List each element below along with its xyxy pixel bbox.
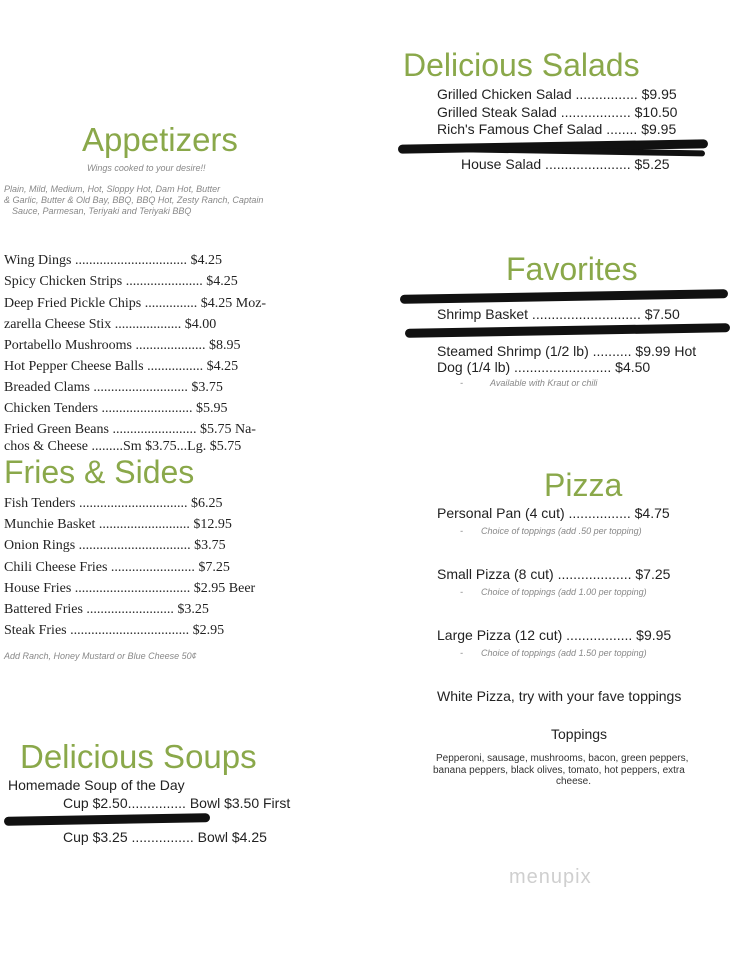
- pizza-item: Large Pizza (12 cut) ................. $9.95: [437, 627, 672, 643]
- soups-subtitle: Homemade Soup of the Day: [8, 777, 185, 793]
- fries-item: Battered Fries ......................... $3.25: [4, 602, 209, 617]
- wing-flavors-line: & Garlic, Butter & Old Bay, BBQ, BBQ Hot, Zesty Ranch, Captain: [4, 195, 264, 205]
- pizza-note: Choice of toppings (add 1.00 per topping): [481, 587, 647, 597]
- watermark-logo: menupix: [509, 866, 592, 888]
- appetizer-item: Deep Fried Pickle Chips ............... $4.25 Moz-: [4, 296, 267, 311]
- wing-flavors-line: Plain, Mild, Medium, Hot, Sloppy Hot, Dam Hot, Butter: [4, 184, 221, 194]
- favorites-note-dash: -: [460, 378, 463, 388]
- appetizer-item: Fried Green Beans ........................ $5.75 Na-: [4, 422, 256, 437]
- pizza-note-dash: -: [460, 648, 463, 658]
- appetizer-item: zarella Cheese Stix ................... $4.00: [4, 317, 217, 332]
- appetizer-item: Chicken Tenders .......................... $5.95: [4, 401, 228, 416]
- fries-item: Fish Tenders ............................... $6.25: [4, 496, 223, 511]
- soup-line: Cup $3.25 ................ Bowl $4.25: [63, 829, 267, 845]
- pizza-note-dash: -: [460, 587, 463, 597]
- appetizer-item: chos & Cheese .........Sm $3.75...Lg. $5.75: [4, 439, 242, 454]
- fries-note: Add Ranch, Honey Mustard or Blue Cheese 50¢: [4, 651, 197, 661]
- appetizer-item: Wing Dings ................................ $4.25: [4, 253, 222, 268]
- pizza-title: Pizza: [544, 467, 623, 503]
- pizza-item: Personal Pan (4 cut) ................ $4.75: [437, 505, 670, 521]
- salad-item: Grilled Chicken Salad ................ $9.95: [437, 86, 677, 102]
- favorites-title: Favorites: [506, 251, 638, 287]
- toppings-line: cheese.: [556, 776, 592, 787]
- salad-item: House Salad ...................... $5.25: [461, 156, 670, 172]
- salad-item: Rich's Famous Chef Salad ........ $9.95: [437, 121, 677, 137]
- fries-title: Fries & Sides: [4, 454, 195, 490]
- fries-item: Steak Fries .................................. $2.95: [4, 623, 225, 638]
- appetizer-item: Breaded Clams ........................... $3.75: [4, 380, 223, 395]
- soups-title: Delicious Soups: [20, 738, 257, 775]
- toppings-line: Pepperoni, sausage, mushrooms, bacon, green peppers,: [436, 753, 689, 764]
- white-pizza: White Pizza, try with your fave toppings: [437, 688, 682, 704]
- appetizer-item: Hot Pepper Cheese Balls ................ $4.25: [4, 359, 239, 374]
- favorites-note: Available with Kraut or chili: [490, 378, 598, 388]
- favorite-item: Shrimp Basket ............................ $7.50: [437, 306, 680, 322]
- pizza-item: Small Pizza (8 cut) ................... $7.25: [437, 566, 671, 582]
- wing-flavors-line: Sauce, Parmesan, Teriyaki and Teriyaki BBQ: [12, 206, 192, 216]
- favorite-item: Dog (1/4 lb) ......................... $4.50: [437, 359, 651, 375]
- favorite-item: Steamed Shrimp (1/2 lb) .......... $9.99 Hot: [437, 343, 697, 359]
- pizza-note: Choice of toppings (add 1.50 per topping): [481, 648, 647, 658]
- fries-item: House Fries ................................. $2.95 Beer: [4, 581, 256, 596]
- pizza-note: Choice of toppings (add .50 per topping): [481, 526, 642, 536]
- redaction-mark: [405, 323, 730, 338]
- redaction-mark: [4, 813, 210, 826]
- fries-item: Munchie Basket .......................... $12.95: [4, 517, 232, 532]
- soup-line: Cup $2.50............... Bowl $3.50 First: [63, 795, 291, 811]
- appetizer-item: Portabello Mushrooms .................... $8.95: [4, 338, 241, 353]
- fries-item: Chili Cheese Fries ........................ $7.25: [4, 560, 230, 575]
- appetizer-item: Spicy Chicken Strips ...................... $4.25: [4, 274, 238, 289]
- pizza-note-dash: -: [460, 526, 463, 536]
- toppings-title: Toppings: [551, 726, 608, 742]
- salad-item: Grilled Steak Salad .................. $10.50: [437, 104, 678, 120]
- fries-item: Onion Rings ................................ $3.75: [4, 538, 226, 553]
- redaction-mark: [400, 289, 728, 304]
- appetizers-subtitle: Wings cooked to your desire!!: [87, 163, 206, 173]
- toppings-line: banana peppers, black olives, tomato, hot peppers, extra: [433, 765, 685, 776]
- appetizers-title: Appetizers: [82, 121, 238, 158]
- salads-title: Delicious Salads: [403, 47, 640, 83]
